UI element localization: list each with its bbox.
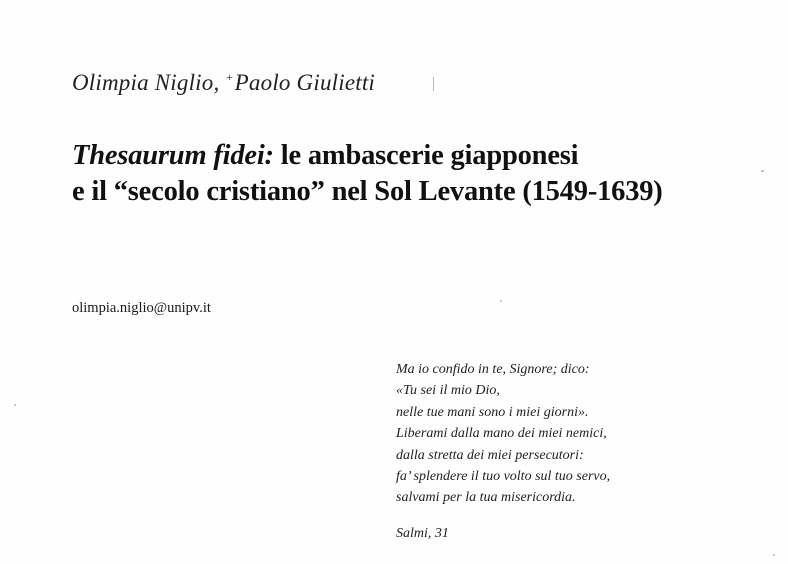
epigraph-line: salvami per la tua misericordia. [396, 490, 576, 506]
epigraph-line: «Tu sei il mio Dio, [396, 383, 500, 399]
epigraph-line: dalla stretta dei miei persecutori: [396, 447, 584, 463]
title-line-2: e il “secolo cristiano” nel Sol Levante (1549-1639) [72, 176, 663, 207]
scan-speck [761, 170, 764, 172]
epigraph-line: Ma io confido in te, Signore; dico: [396, 362, 590, 377]
scan-speck [773, 554, 775, 556]
title-italic-part: Thesaurum fidei: [72, 140, 274, 171]
title-line-1 [72, 138, 663, 174]
epigraph [396, 359, 610, 509]
paper-title [72, 138, 663, 210]
epigraph-line: Liberami dalla mano dei miei nemici, [396, 426, 607, 442]
author-name-2: Paolo Giulietti [234, 70, 376, 95]
epigraph-line: nelle tue mani sono i miei giorni». [396, 404, 589, 420]
epigraph-line: fa’ splendere il tuo volto sul tuo servo, [396, 469, 611, 485]
title-line-1-rest: le ambascerie giapponesi [273, 140, 579, 171]
author-email: olimpia.niglio@unipv.it [72, 300, 211, 316]
scan-speck [500, 300, 502, 302]
scan-speck [433, 77, 434, 91]
author-name-1: Olimpia Niglio, [72, 70, 226, 95]
scan-speck [14, 404, 16, 406]
epigraph-source: Salmi, 31 [396, 526, 449, 541]
author-marker: + [225, 70, 234, 84]
author-line [72, 70, 375, 96]
